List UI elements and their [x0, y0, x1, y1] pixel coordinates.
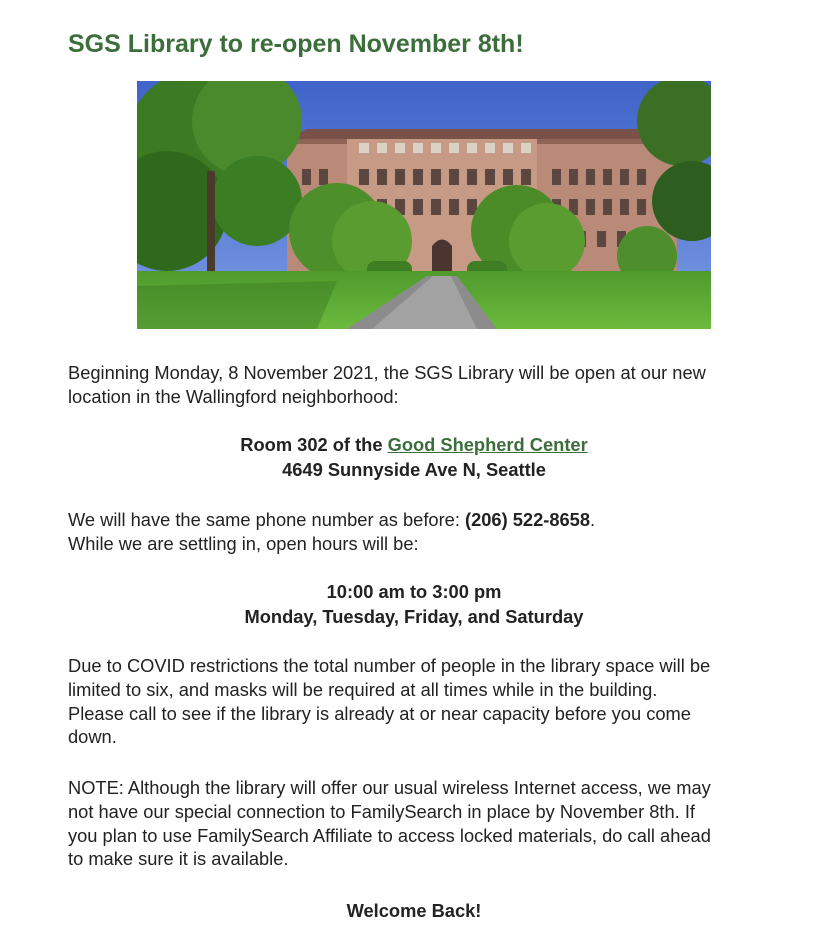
covid-line: down. [68, 726, 117, 748]
covid-line: Please call to see if the library is already at or near capacity before you come [68, 702, 691, 724]
phone-prefix: We will have the same phone number as before: [68, 509, 465, 530]
covid-line: limited to six, and masks will be required at all times while in the building. [68, 678, 658, 700]
closing-block [0, 899, 828, 924]
note-line: you plan to use FamilySearch Affiliate to access locked materials, do call ahead [68, 824, 711, 846]
address-street-line: 4649 Sunnyside Ave N, Seattle [282, 458, 546, 480]
note-paragraph [68, 776, 788, 871]
closing-text: Welcome Back! [346, 900, 482, 921]
good-shepherd-center-link[interactable]: Good Shepherd Center [387, 434, 588, 455]
covid-paragraph [68, 654, 788, 749]
phone-paragraph [68, 508, 788, 556]
intro-paragraph [68, 361, 788, 409]
note-line: NOTE: Although the library will offer our usual wireless Internet access, we may [68, 777, 711, 798]
page-title: SGS Library to re-open November 8th! [68, 30, 524, 58]
note-line: not have our special connection to FamilySearch in place by November 8th. If [68, 800, 695, 822]
library-building-photo [137, 81, 711, 329]
hours-days: Monday, Tuesday, Friday, and Saturday [244, 605, 584, 627]
note-line: to make sure it is available. [68, 848, 289, 870]
hours-intro-line: While we are settling in, open hours will be: [68, 532, 419, 554]
phone-line [68, 508, 788, 532]
room-text: Room 302 of the [240, 434, 388, 455]
intro-line: location in the Wallingford neighborhood: [68, 385, 399, 407]
intro-line: Beginning Monday, 8 November 2021, the SGS Library will be open at our new [68, 362, 706, 383]
phone-suffix: . [590, 509, 596, 530]
address-block [0, 433, 828, 482]
address-room-line [0, 433, 828, 458]
phone-number: (206) 522-8658 [465, 509, 591, 530]
covid-line: Due to COVID restrictions the total number of people in the library space will be [68, 655, 711, 676]
hours-time: 10:00 am to 3:00 pm [326, 581, 502, 602]
hours-block [0, 580, 828, 629]
